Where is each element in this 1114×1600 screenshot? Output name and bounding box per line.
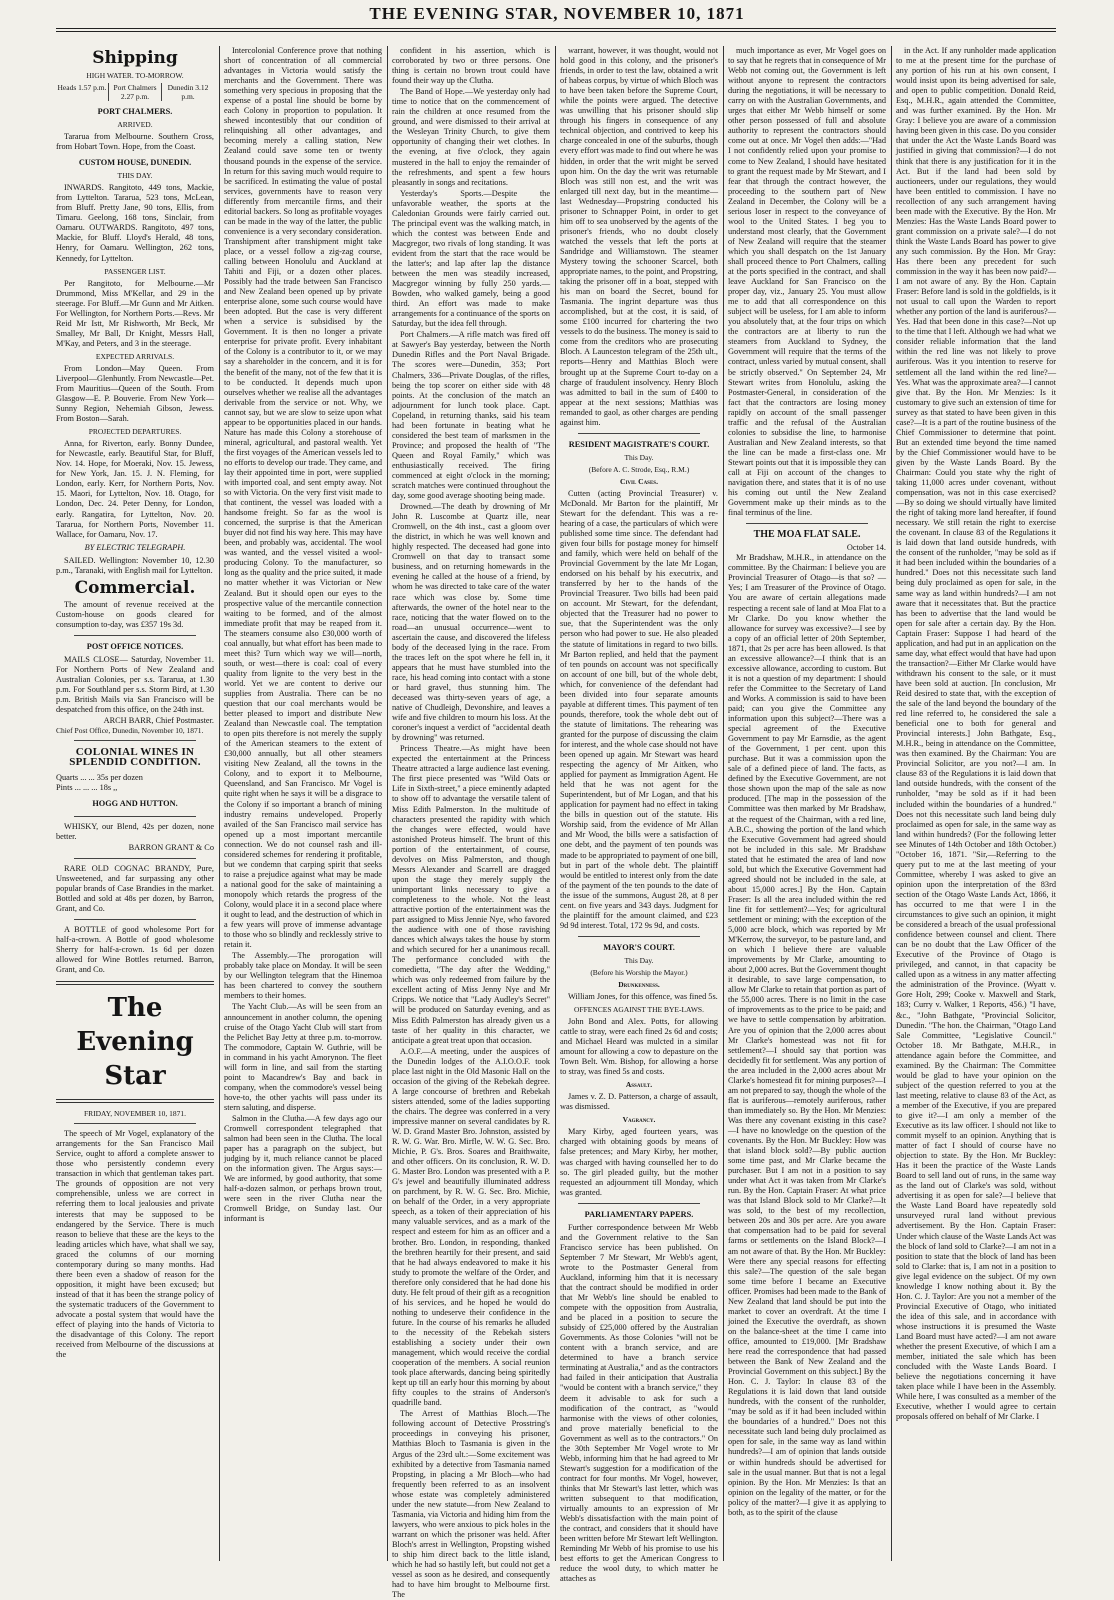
commercial-text: The amount of revenue received at the Custom-house on goods cleared for consumption to-day, was £357 19s 3d. xyxy=(56,599,214,629)
column-3 xyxy=(392,46,550,1600)
port-chalmers-note: Port Chalmers.—A rifle match was fired off at Sawyer's Bay yesterday, between the North Dunedin Rifles and the Port Naval Brigade. The scores were—Dunedin, 353; Port Chalmers, 336—Private Douglas, of the rifles, being the top scorer on either side with 48 points. At the conclusion of the match an adjournment for lunch took place. Capt. Copeland, in returning thanks, said his team had been fortunate in beating what he considered the best team of marksmen in the Province; and proposed the health of "The Queen and Royal Family," which was enthusiastically received. The firing commenced at eight o'clock in the morning; scratch matches were continued throughout the day, some good average shooting being made. xyxy=(392,330,550,501)
bloch-continued: warrant, however, it was thought, would not hold good in this colony, and the prisoner's friends, in order to test the law, obtained a writ of habeas corpus, by virtue of which Bloch was to have been taken before the Supreme Court, while the points were argued. The detective was unwilling that his prisoner should slip through his fingers in consequence of any technical objection, and contrived to keep his charge concealed in one of the suburbs, though every effort was made to find out where he was hidden, in order that the writ might be served upon him. On the day the writ was returnable Bloch was still non est, and the writ was enlarged till next day, but in the meantime—last Wednesday—Propstring conducted his prisoner to Schnapper Point, in order to get him off to sea unobserved by the agents of the prisoner's friends, who no doubt closely watched the vessels that left the ports at Sandridge and Williamstown. The steamer Mystery towing the schooner Scarcel, both appropriate names, to the point, and Propstring, taking the prisoner off in a boat, stepped with his man on board the Secret, bound for Tasmania. The ingrint departure was thus accomplished, but at the cost, it is said, of some £100 incurred for chartering the two vessels to do the business. The money is said to come from the creditors who are prosecuting Bloch. A Launceston telegram of the 25th ult., reports—Henry and Matthias Bloch were brought up at the Supreme Court to-day on a charge of fraudulent insolvency. Henry Bloch was admitted to bail in the sum of £400 to appear at the next sessions; Matthias was remanded to gaol, as other charges are pending against him. xyxy=(560,46,718,427)
masthead: THE EVENING STAR, NOVEMBER 10, 1871 xyxy=(369,4,745,23)
tide-table xyxy=(56,83,214,101)
leader-article: The speech of Mr Vogel, explanatory of the arrangements for the San Francisco Mail Service, ought to afford a complete answer to those who persistently condemn every transaction in which that gentleman takes part. The grounds of opposition are not very comprehensible, unless we are correct in referring them to local jealousies and private interests that may be supposed to be endangered by the Service. There is much reason to believe that these are the keys to the leading articles which have, what shall we say, graced the columns of our morning contemporary during so many months. Had there been even a shadow of reason for the opposition, it might have been excused; but instead of that it has been the strange policy of the systematic traducers of the Government to advocate a postal system that would have the effect of playing into the hands of Victoria to the disadvantage of this Colony. The report received from Melbourne of the discussions at the xyxy=(56,1129,214,1360)
assault-heading: Assault. xyxy=(625,1080,653,1090)
parliamentary-text: Further correspondence between Mr Webb and the Government relative to the San Francisco service has been published. On September 7 Mr Stewart, Mr Webb's agent, wrote to the Postmaster General from Auckland, informing him that it is necessary that the contract should be modified in order that Mr Webb's line should be enabled to compete with the opposition from Australia, and be placed in a position to secure the subsidy of £25,000 offered by the Australian Governments. As those Colonies "will not be content with a branch service, and are determined to have a branch service terminating at Australia," and as the contractors had failed in their anticipation that Australia "would be content with a branch service," they deem it advisable to ask for such a modification of the contract, as "would harmonise with the views of other colonies, and prove materially beneficial to the Government as well as to the contractors." On the 30th September Mr Vogel wrote to Mr Webb, informing him that he had agreed to Mr Stewart's suggestion for a modification of the contract for four months. Mr Vogel, however, thinks that Mr Stewart's last letter, which was written subsequent to that modification, virtually amounts to an expression of Mr Webb's dissatisfaction with the main point of the contract, and considers that it should have been written before Mr Stewart left Wellington. Reminding Mr Webb of his promise to use his best efforts to get the American Congress to reduce the wool duty, to which matter he attaches as xyxy=(560,1222,718,1584)
rm-court-heading: RESIDENT MAGISTRATE'S COURT. xyxy=(568,439,710,449)
moa-flat-continued: in the Act. If any runholder made application to me at the present time for the purchase of any portion of his run at his own consent, I would insist upon its being advertised for sale, and open to public competition. Donald Reid, Esq., M.H.R., again attended the Committee, and was further examined. By the Hon. Mr Gray: I believe you are aware of a commission having been given in this case. Do you consider that under the Act the Waste Lands Board was justified in giving that commission?—I do not think that there is any justification for it in the Act. But if the land had been sold by auctioneers, under our regulations, they would have been entitled to commission. I have no recollection of any such arrangement having been made with the Executive. By the Hon. Mr Menzies: Has the Waste Lands Board power to grant commission on a private sale?—I do not think the Waste Lands Board has power to give any such commission. By the Hon. Mr Gray: Has there been any precedent for such commission in the way it has been now paid?—I am not aware of any. By the Hon. Captain Fraser: Before land is sold in the goldfields, is it not usual to call upon the Warden to report whether any portion of the land is auriferous?—Yes. Had that been done in this case?—Not up to the time that I left. Although we had what we consider reliable information that the land within the red line was not likely to prove auriferous. Was it you intention to reserve for settlement all the land within the red line?—Yes. What was the approximate area?—I cannot give that. By the Hon. Mr Menzies: Is it customary to give such an extension of time for survey as that stated to have been given in this case?—It is a part of the routine business of the Chief Commissioner to determine that point. But an extended time beyond the time named by the Chief Commissioner would have to be given by the Waste Lands Board. By the Chairman: Could you state why the right of taking 11,000 acres under covenant, without compensation, was not in this case exercised?—By so doing we should virtually have limited the right of taking more land hereafter, if found necessary. We still retain the right to exercise the covenant. In clause 83 of the Regulations it is laid down that land outside hundreds, with the consent of the runholder, "may be sold as if it had been included within the boundaries of a hundred." Does not this necessitate such land being duly proclaimed as open for sale, in the same way as land within hundreds?—I am not aware that it necessitates that. But the practice has been to advertise that the land would be open for sale after a certain day. By the Hon. Captain Fraser: Suppose I had heard of the application, and had put in an application on the same day, what effect would that have had upon the transaction?—Either Mr Clarke would have withdrawn his consent to the sale, or it must have been sold at auction. [In conclusion, Mr Reid desired to state that, with the exception of the sale of the land beyond the boundary of the red line referred to, he considered the sale a beneficial one to both for general and Provincial interests.] John Bathgate, Esq., M.H.R., being in attendance on the Committee, was then examined. By the Chairman: You are Provincial Solicitor, are you not?—I am. In clause 83 of the Regulations it is laid down that land outside hundreds, with the consent of the runholder, "may be sold as if it had been included within the boundaries of a hundred." Does not this necessitate such land being duly proclaimed as open for sale, in the same way as land within hundreds? (For the following letter see Minutes of 14th October and 18th October.) "October 16, 1871. "Sir,—Referring to the query put to me at the last meeting of your Committee, whereby I was asked to give an opinion upon the interpretation of the 83rd section of the Otago Waste Lands Act, 1866, it has occurred to me that were I in the circumstances to give such an opinion, it might be considered a breach of the usual professional confidence between counsel and client. There can be no doubt that the Law Officer of the Executive of the Province of Otago is privileged, and cannot, in that capacity be called upon as a witness in any matter affecting the administration of the Province. (Wyatt v. Gore Holt, 299; Cooke v. Maxwell and Stark, 183; Curry v. Walker, 1 Reports, 456.) "I have, &c., "John Bathgate, "Provincial Solicitor, Dunedin. "The hon. the Chairman, "Otago Land Sale Committee, "Legislative Council." October 18. Mr Bathgate, M.H.R., in attendance again before the Committee, and examined. By the Chairman: The Committee would be glad to have your opinion on the subject of the question referred to you at the last meeting, relative to clause 83 of the Act, as a member of the Executive, if you are prepared to give it?—I am only a member of the Executive as its law officer. I should not like to commit myself to an opinion. Anything that is matter of fact I should of course have no objection to state. By the Hon. Mr Buckley: Has it been the practice of the Waste Lands Board to sell land out of runs, in the same way as the land out of Clarke's was sold, without advertising it as open for sale?—I believe that the Waste Land Board have repeatedly sold unsurveyed rural land without previous advertisement. By the Hon. Captain Fraser: Under which clause of the Waste Lands Act was the block of land sold to Clarke?—I am not in a position to state that the block of land has been sold to Clarke: that is, I am not in a position to give legal evidence on the subject. Of my own knowledge I know nothing about it. By the Hon. C. J. Taylor: Are you not a member of the Provincial Executive of Otago, who initiated the idea of this sale, and in accordance with whose instructions it is presumed the Waste Land Board must have acted?—I am not aware whether the present Executive, of which I am a member, initiated the sale which has been concluded with the Waste Lands Board. I believe the negotiations concerning it have taken place while I have been in the Assembly. While here, I was consulted as a member of the Executive, whether I would agree to certain proposals offered on behalf of Mr Clarke. I xyxy=(896,46,1056,1422)
moa-flat-heading: THE MOA FLAT SALE. xyxy=(753,529,861,541)
divider xyxy=(74,919,196,920)
high-water: HIGH WATER. TO-MORROW. xyxy=(86,71,184,80)
passenger-list: Per Rangitoto, for Melbourne.—Mr Drummond, Miss M'Kellar, and 29 in the steerage. For Bluff.—Mr Gunn and Mr Aitken. For Wellington, for Northern Ports.—Revs. Mr Reid Mr Istt, Mr Rishworth, Mr Beck, Mr Smalley, Mr Ball, Dr Knight, Messrs Hall, M'Kay, and Peters, and 3 in the steerage. xyxy=(56,278,214,348)
port-heading: PORT CHALMERS. xyxy=(97,107,173,116)
divider xyxy=(578,936,700,937)
column-5 xyxy=(728,46,886,1561)
telegraph-heading: BY ELECTRIC TELEGRAPH. xyxy=(84,542,186,552)
drowned-note: Drowned.—The death by drowning of Mr John R. Luscombe at Quartz ille, near Cromwell, on the 4th inst., cast a gloom over the district, in which he was well known and highly respected. The deceased had gone into Cromwell on that day to transact some business, and on returning homewards in the evening he called at the house of a friend, by whom he was directed to take care of the water race which was close by. Some time afterwards, the owner of the hotel near to the race, noticing that the water flowed on to the road—an unusual occurrence—went to ascertain the cause, and discovered the lifeless body of the deceased lying in the race. From the traces left on the spot where he fell in, it appears that he must have stumbled into the race, his head coming into contact with a stone or hard gravel, thus stunning him. The deceased was thirty-seven years of age, a native of Chudleigh, Devonshire, and leaves a wife and five children to mourn his loss. At the coroner's inquest a verdict of "accidental death by drowning" was returned. xyxy=(392,502,550,743)
band-of-hope-note: The Band of Hope.—We yesterday only had time to notice that on the commencement of rain the children at once resumed from the ground, and were dismissed to their arrival at the Wesleyan Trinity Church, to give them opportunity of changing their wet clothes. In the evening, at five o'clock, they again mustered in the hall to enjoy the remainder of the refreshments, and spent a few hours pleasantly in songs and recitations. xyxy=(392,87,550,187)
salmon-continued: confident in his assertion, which is corroborated by two or three persons. One thing is certain no brown trout could have found their way up the Clutha. xyxy=(392,46,550,86)
column-4 xyxy=(560,46,718,1584)
civil-case-text: Cutten (acting Provincial Treasurer) v. McDonald. Mr Barton for the plaintiff, Mr Stewart for the defendant. This was a re-hearing of a case, the particulars of which were published some time since. The defendant had given four bills for postage money for himself and family, which were held on behalf of the Provincial Government by the late Mr Logan, endorsed on his behalf by his executrix, and transferred by her to the hands of the Provincial Treasurer. Two bills had been paid on account. Mr Stewart, for the defendant, objected that the Treasurer had no power to sue, that the Superintendent was the only person who had power to sue. He also pleaded the statute of limitations in regard to two bills. Mr Barton replied, and held that the payment of ten pounds on account was not specifically on account of one bill, but of the whole debt, which, for convenience of the defendant had been divided into four separate amounts payable at different times. This payment of ten pounds, therefore, took the whole debt out of the statute of limitations. The rehearing was granted for the purpose of discussing the claim for interest, and the whole case should not have been opened up again. Mr Stewart was heard respecting the agency of Mr Aitken, who applied for payment as Immigration Agent. He held that he was not agent for the Superintendent, but of Mr Logan, and that his application for payment had no effect in taking the bills in question out of the statute. His Worship said, from the evidence of Mr Allan and Mr Wood, the bills were a satisfaction of one debt, and the payment of ten pounds was made to be appropriated to payment of one bill, but in part of the whole debt. The plaintiff would be entitled to interest only from the date of the payment of the ten pounds to the date of the issue of the summons, August 28, at 8 per cent. on five years and 343 days. Judgment for the plaintiff for the amount claimed, and £23 9d 9d interest. Total, 172 9s 9d, and costs. xyxy=(560,488,718,930)
port-sherry-ad: A BOTTLE of good wholesome Port for half-a-crown. A Bottle of good wholesome Sherry for half-a-crown. 1s 6d per dozen allowed for Wine Bottles returned. Barron, Grant, and Co. xyxy=(56,924,214,975)
divider xyxy=(578,433,700,434)
assault-text: James v. Z. D. Patterson, a charge of assault, was dismissed. xyxy=(560,1092,718,1112)
mayors-court-before: (Before his Worship the Mayor.) xyxy=(590,967,688,977)
wines-pints: Pints ... ... ... 18s ,, xyxy=(56,783,118,793)
drunkenness-text: William Jones, for this offence, was fined 5s. xyxy=(568,991,718,1001)
vagrancy-heading: Vagrancy. xyxy=(622,1115,656,1125)
evening-star-title: The Evening Star xyxy=(76,993,194,1092)
divider xyxy=(74,858,196,859)
mayors-court-day: This Day. xyxy=(624,955,654,965)
double-rule xyxy=(56,1099,214,1103)
theatre-note: Princess Theatre.—As might have been expected the entertainment at the Princess Theatre attracted a large audience last evening. The first piece presented was "Wild Oats or Life in Sixth-street," a piece eminently adapted to show off to advantage the versatile talent of Miss Edith Palmerston. In the multitude of characters presented the rapidity with which the changes were effected, would have astonished Proteus himself. The brunt of this portion of the entertainment, of course, devolves on Miss Palmerston, and though Messrs Alexander and Scarrell are dragged upon the stage they merely supply the unimportant links necessary to give a completeness to the whole. Not the least attractive portion of the entertainment was the part assigned to Miss Jennie Nye, who favored the audience with one of those ravishing dances which always takes the house by storm and which secured for her a unanimous recall. The performance concluded with the comedietta, "The day after the Wedding," which was only redeemed from failure by the excellent acting of Miss Jenny Nye and Mr Cripps. We notice that "Lady Audley's Secret" will be produced on Saturday evening, and as Miss Edith Palmerston has already given us a taste of her quality in this character, we anticipate a great treat upon that occasion. xyxy=(392,744,550,1045)
double-rule xyxy=(56,981,214,985)
divider xyxy=(746,523,868,524)
mayors-court-heading: MAYOR'S COURT. xyxy=(603,942,675,952)
divider xyxy=(74,816,196,817)
tide-heads: Heads 1.57 p.m. xyxy=(57,83,107,92)
divider xyxy=(578,1203,700,1204)
column-rule xyxy=(555,46,556,1561)
tide-port: Port Chalmers 2.27 p.m. xyxy=(108,83,161,101)
salmon-note: Salmon in the Clutha.—A few days ago our Cromwell correspondent telegraphed that salmon had been seen in the Clutha. The local paper has a paragraph on the subject, but judging by it, much reliance cannot be placed on the information given. The Argus says:—We are informed, by good authority, that some half-a-dozen salmon, or perhaps brown trout, were seen in the river Clutha near the Cromwell Bridge, on Sunday last. Our informant is xyxy=(224,1113,382,1224)
column-rule xyxy=(387,46,388,1561)
divider xyxy=(74,635,196,636)
rm-court-day: This Day. xyxy=(624,452,654,462)
vagrancy-text: Mary Kirby, aged fourteen years, was charged with obtaining goods by means of false pretences; and Mary Kirby, her mother, was charged with having counselled her to do so. The girl pleaded guilty, but the mother requested an adjournment till Monday, which was granted. xyxy=(560,1127,718,1197)
civil-cases-heading: Civil Cases. xyxy=(620,476,658,486)
column-rule xyxy=(891,46,892,1561)
tide-dunedin: Dunedin 3.12 p.m. xyxy=(161,83,214,101)
parliamentary-heading: PARLIAMENTARY PAPERS. xyxy=(584,1209,694,1219)
masthead-rule-2 xyxy=(56,31,1056,32)
column-6 xyxy=(896,46,1056,1561)
parliamentary-continued: much importance as ever, Mr Vogel goes on to say that he regrets that in consequence of Mr Webb not coming out, the Government is left without anyone to represent the contractors during the negotiations, it will be necessary to carry on with the Australian Governments, and urges that either Mr Webb himself or some other person possessed of full and absolute authority to represent the contractors should come out at once. Mr Vogel then adds:—"Had I not confidently relied upon your promise to come to New Zealand, I should have hesitated to grant the request made by Mr Stewart, and I fear that through the contract however, the proceeding to the southern part of New Zealand in December, the Colony will be a serious loser in respect to the conveyance of wool to the United States. I beg you to understand most clearly, that the Government of New Zealand will require that the steamer which you shall despatch on the 1st January shall proceed thence to Port Chalmers, calling at the ports specified in the contract, and shall leave Auckland for San Francisco on the proper day, viz., January 25. You must allow me to add that all correspondence on this subject will be useless, for I am able to inform you absolutely that, at the four trips on which the contractors are at liberty to run the steamers from Auckland to Sydney, the Government will require that the terms of the contract, unless varied by mutual consent, shall be strictly observed." On September 24, Mr Stewart writes from Honolulu, asking the Postmaster-General, in consideration of the fact that the contractors are losing money rapidly on account of the small passenger traffic and the refusal of the Australian colonies to subsidise the line, to harmonise Australian and New Zealand interests, so that the line can be made a first-class one. Mr Stewart points out that it is impossible they can call at Fiji on account of the changes to navigation there, and states that it is of no use his coming out until the New Zealand Government make up their minds as to the final terminus of the line. xyxy=(728,46,886,518)
sports-note: Yesterday's Sports.—Despite the unfavorable weather, the sports at the Caledonian Grounds were fairly carried out. The principal event was the walking match, in which the contest was between Ende and Macgregor, two rivals of long standing. It was evident from the start that the race would be the latter's; and lap after lap the distance between the men was steadily increased, Macgregor winning by fully 250 yards.—Bowden, who walked gamely, being a good third. An effort was made to make arrangements for a continuance of the sports on Saturday, but the idea fell through. xyxy=(392,188,550,329)
expected-heading: EXPECTED ARRIVALS. xyxy=(95,351,175,361)
masthead-rule xyxy=(56,28,1056,29)
post-text: MAILS CLOSE— Saturday, November 11. For Northern Ports of New Zealand and Australian Colonies, per s.s. Tararua, at 1.30 p.m. For Southland per s.s. Storm Bird, at 1.30 p.m. British Mails via San Francisco will be despatched from this office, on the 24th inst. xyxy=(56,654,214,715)
divider xyxy=(74,1123,196,1124)
column-rule xyxy=(219,46,220,1561)
wines-ad-heading: COLONIAL WINES IN SPLENDID CONDITION. xyxy=(69,746,201,769)
column-rule xyxy=(723,46,724,1561)
post-heading: POST OFFICE NOTICES. xyxy=(86,641,184,651)
column-2 xyxy=(224,46,382,1561)
passenger-heading: PASSENGER LIST. xyxy=(104,266,166,276)
arrived-list: Tararua from Melbourne. Southern Cross, from Hobart Town. Hope, from the Coast. xyxy=(56,132,214,152)
barron-grant: BARRON GRANT & Co xyxy=(128,842,214,852)
shipping-heading: Shipping xyxy=(92,48,178,68)
dateline: FRIDAY, NOVEMBER 10, 1871. xyxy=(83,1109,187,1119)
assembly-note: The Assembly.—The prorogation will probably take place on Monday. It will be seen by our Wellington telegram that the Hinemoa has been chartered to convey the southern members to their homes. xyxy=(224,951,382,1001)
divider xyxy=(74,740,196,741)
projected-list: Anna, for Riverton, early. Bonny Dundee, for Newcastle, early. Beautiful Star, for Bluff, Nov. 14. Hope, for Moeraki, Nov. 15. Jewess, for New York, Jan. 15. J. N. Fleming, for London, early. Kerr, for Northern Ports, Nov. 15. Maori, for Lyttelton, Nov. 18. Otago, for London, Dec. 24. Peter Denny, for London, early. Rangatira, for Lyttelton, Nov. 20. Tararua, for Northern Ports, November 11. Wallace, for Oamaru, Nov. 17. xyxy=(56,439,214,539)
bloch-arrest-note: The Arrest of Matthias Bloch.—The following account of Detective Prosstring's proceedings in conveying his prisoner, Matthias Bloch to Tasmania is given in the Argus of the 23rd ult.:—Some excitement was exhibited by a detective from Tasmania named Propsting, in placing a Mr Bloch—who had frequently been referred to as an insolvent whose estate was completely administered under the new statute—from New Zealand to Tasmania, via Victoria and hiding him from the lawyers, who were anxious to pick holes in the warrant on which the prisoner was held. After Bloch's arrest in Wellington, Propsting wished to ship him direct back to the little island, which he had so hastily left, but could not get a vessel as soon as he desired, and consequently had to have him brought to Melbourne first. The xyxy=(392,1409,550,1600)
moa-flat-text: Mr Bradshaw, M.H.R., in attendance on the committee. By the Chairman: I believe you are Provincial Treasurer of Otago—is that so? —Yes; I am Treasurer of the Province of Otago. You are aware of certain allegations made respecting a recent sale of land at Moa Flat to a Mr Clarke. Do you know whether the allowance for survey was excessive?—I see by a copy of an official letter of 20th September, 1871, that 2s per acre has been allowed. Is that an excessive allowance?—I think that is an excessive allowance, according to custom. But it is not a question of my department: I should refer the Committee to the Secretary of Land and Works. A commission is said to have been paid; can you give the Committee any information upon this subject?—There was a special agreement of the Executive Government to pay Mr Earnsdie, as the agent of the Government, 1 per cent. upon this purchase. But it was a commission upon the sale of a defined piece of land. The facts, as defined by the Executive Government, are not those shown upon the map of the sale as now produced. [The map in the possession of the Committee was then marked by Mr Bradshaw, at the request of the Chairman, with a red line, A.B.C., showing the portion of the land which the Executive Government had agreed should not be included in this sale. Mr Bradshaw stated that he estimated the area of land now sold, but which the Executive Government had agreed should not be included in the sale, at about 15,000 acres.] By the Hon. Captain Fraser: Is all the area included within the red line fit for settlement?—Yes; for agricultural settlement or mining; with the exception of the 5,000 acre block, which was reported by Mr M'Kerrow, the surveyor, to be pasture land, and on which I believe there are valuable improvements by Mr Clarke, amounting to about 2,000 acres. But the Government thought it desirable, to save large compensation, to allow Mr Clarke to retain that portion as part of the 55,000 acres. There is no limit in the case of improvements as to the price to be paid; and we have to settle compensation by arbitration. Are you of opinion that the 2,000 acres about Mr Clarke's homestead was not fit for settlement?—I should say that portion was decidedly fit for settlement. Was any portion of the area included in the 2,000 acres about Mr Clarke's homestead fit for mining purposes?—I am not prepared to say, though the whole of the flat is auriferous—remotely auriferous, rather than immediately so. By the Hon. Mr Menzies: Was there any covenant existing in this case?—I have no knowledge on the question of the covenants. By the Hon. Mr Buckley: How was that island block sold?—By public auction some time past, and Mr Clarke became the purchaser. But I am not in a position to say under what Act it was taken from Mr Clarke's run. By the Hon. Captain Fraser: At what price was that Island Block sold to Mr Clarke?—It was sold, to the best of my recollection, between 20s and 30s per acre. Are you aware that compensation had to be paid for several farms or settlements on the Island Block?—I am not aware of that. By the Hon. Mr Buckley: Were there any special reasons for effecting this sale?—The question of the sale began some time before I became an Executive officer. Promises had been made to the Bank of New Zealand that land should be put into the market to cover an overdraft. At the time I joined the Executive the overdraft, as shown on the balance-sheet at the time I came into office, amounted to £19,000. [Mr Bradshaw here read the correspondence that had passed between the Bank of New Zealand and the Provincial Government on this subject.] By the Hon. C. J. Taylor: In clause 83 of the Regulations it is laid down that land outside hundreds, with the consent of the runholder, "may be sold as if it had been included within the boundaries of a hundred." Does not this necessitate such land being duly proclaimed as open for sale, in the same way as land within hundreds?—I am of opinion that lands outside or within hundreds should be advertised for sale in the usual manner. But that is not a legal opinion. By the Hon. Mr Menzies: Is that an opinion on the legality of the matter, or for the policy of the matter?—I give it as applying to both, as to the spirit of the clause xyxy=(728,553,886,1517)
drunkenness-heading: Drunkenness. xyxy=(618,979,660,989)
post-office-date: Chief Post Office, Dunedin, November 10, 1871. xyxy=(56,726,204,736)
inwards-list: INWARDS. Rangitoto, 449 tons, Mackie, from Lyttelton. Tararua, 523 tons, McLean, from Bluff. Pretty Jane, 90 tons, Ellis, from Timaru. Geelong, 168 tons, Sinclair, from Oamaru. OUTWARDS. Rangitoto, 497 tons, Mackie, for Bluff. Lloyd's Herald, 48 tons, Henry, for Oamaru. Wellington, 262 tons, Kennedy, for Lyttelton. xyxy=(56,183,214,263)
bye-laws-text: John Bond and Alex. Potts, for allowing cattle to stray, were each fined 2s 6d and costs; and Michael Heard was mulcted in a similar amount for allowing a cow to depasture on the Town Belt. Wm. Bishop, for allowing a horse to stray, was fined 5s and costs. xyxy=(560,1016,718,1077)
arrived-heading: ARRIVED. xyxy=(117,120,153,130)
commercial-heading: Commercial. xyxy=(74,577,196,598)
aof-note: A.O.F.—A meeting, under the auspices of the Dunedin lodges of the A.I.O.O.F. took place last night in the Old Masonic Hall on the occasion of the giving of the Rebekah degree. A large concourse of brethren and Rebekah sisters attended, some of the ladies supporting the chairs. The degree was conferred in a very impressive manner on several candidates by R. W. D. Grand Master Bro. Johnston, assisted by R. W. G. War. Bro. Mirfle, W. W. G. Sec. Bro. Michie, P. G's. Bros. Soares and Braithwaite, and other officers. On its conclusion, R. W. D. G. Master Bro. London was presented with a P. G's jewel and beautifully illuminated address on parchment, by R. W. G. Sec. Bro. Michie, on behalf of the Order, in a very appropriate speech, as a token of their appreciation of his many valuable services, and as a mark of the respect and esteem for him as an officer and a brother. Bro. London, in responding, thanked the brethren heartily for their present, and said that he had always endeavored to make it his study to promote the welfare of the Order, and therefore only considered that he had done his duty. He felt proud of their gift as a recognition of his services, and he hoped he would do nothing to undeserve their confidence in the future. In the course of his remarks he alluded to the necessity of the Rebekah sisters establishing a society under their own management, which would receive the cordial cooperation of the members. A social reunion took place afterwards, dancing being spiritedly kept up till an early hour this morning by about fifty couples to the strains of Anderson's quadrille band. xyxy=(392,1046,550,1408)
sailed-text: SAILED. Wellington: November 10, 12.30 p.m., Taranaki, with English mail for Lyttelton. xyxy=(56,555,214,575)
expected-list: From London—May Queen. From Liverpool—Glenhuntly. From Newcastle—Pet. From Mauritius—Queen of the South. From Glasgow—E. P. Bouverie. From New York—Sunny Region, Nehemiah Gibson, Jewess. From Boston—Sarah. xyxy=(56,363,214,424)
wines-quarts: Quarts ... ... 35s per dozen xyxy=(56,773,143,783)
whisky-ad: WHISKY, our Blend, 42s per dozen, none better. xyxy=(56,821,214,841)
column-1 xyxy=(56,46,214,1561)
postmaster-signature: ARCH BARR, Chief Postmaster. xyxy=(103,716,214,726)
hogg-hutton: HOGG AND HUTTON. xyxy=(92,799,178,809)
bye-laws-heading: OFFENCES AGAINST THE BYE-LAWS. xyxy=(574,1004,704,1014)
cognac-ad: RARE OLD COGNAC BRANDY, Pure, Unsweetened, and far surpassing any other popular brands of Case Brandies in the market. Bottled and sold at 48s per dozen, by Barron, Grant, and Co. xyxy=(56,863,214,913)
projected-heading: PROJECTED DEPARTURES. xyxy=(88,427,182,437)
customs-heading: CUSTOM HOUSE, DUNEDIN. xyxy=(78,158,192,168)
rm-court-before: (Before A. C. Strode, Esq., R.M.) xyxy=(588,464,690,474)
customs-day: THIS DAY. xyxy=(117,171,153,181)
leader-continued: Intercolonial Conference prove that nothing short of concentration of all commercial advantages in Victoria would satisfy the merchants and the Government. There was something very specious in proposing that the expense of a postal line should be borne by each Colony in proportion to population. It shewed incontestibly that our condition of relinquishing all other advantages, and becoming merely a calling station, New Zealand could save some ten or twenty thousand pounds in the expense of the service. In return for this saving much would require to be sacrificed. In estimating the value of postal services, governments have to reason very differently from mercantile firms, and their editorial backers. So long as profitable voyages can be made in the way of the latter, the public convenience is a very secondary consideration. Transhipment after transhipment might take place, or a vessel follow a zig-zag course, calling between Honolulu and Auckland at Tahiti and Fiji, or a dozen other places. Possibly had the trade between San Francisco and New Zealand been opened up by private enterprise alone, some such course would have been adopted. But the case is very different when a service is subsidised by the Government. It is then no longer a private enterprise for private profit. Every inhabitant of the Colony is a contributor to it, or we may say a shareholder in the concern, and it is for the benefit of the many, not of the few that it is to be conducted. It depends much upon ourselves whether we realise all the advantages derivable from the service or not. Why, we cannot say, but we are slow to seize upon what appear to be opportunities placed in our hands. Nature has made this Colony a storehouse of mineral, agricultural, and pastoral wealth. Yet the first voyages of the American vessels led to no efforts to develop our trade. They came, and lay their appointed time in port, were supplied with imported coal, and sent empty away. Not so with Victoria. On the very first visit made to that continent, the vessel was loaded with a handsome freight. So far as the wool is concerned, the surprise is that the American buyer did not find his way here. This may have been, and probably was, accidental. The wool was wanted, and the vessel visited a wool-producing Colony. To the manufacturer, so long as the quality and the price suited, it made no matter whether it was Victorian or New Zealand. But it should open our eyes to the prospective value of the mercantile connection waiting to be formed, and of the almost immediate profit that may be reaped from it. The steamers consume also £30,000 worth of coal annually, but what effort has been made to meet this? Turn which way we will—north, south, or west—there is coal: coal of every quality from lignite to the very best in the world. Yet we are content to derive our supplies from Australia. There can be no question that our coal merchants would be better pleased to import and distribute New Zealand than Newcastle coal. The temptation to open pits therefore is not merely the supply of the American steamers to the extent of £30,000 annually, but all other steamers visiting New Zealand, all the towns in the Colony, and to export it to Melbourne, Queensland, and San Francisco. Mr Vogel is quite right when he says it will be a disgrace to the Colony if so important a branch of mining industry remains undeveloped. Properly availed of the San Francisco mail service has opened up a most important mercantile connection. We do not counsel rash and ill-considered schemes for rendering it profitable, but we condemn that carping spirit that seeks to raise a prejudice against what may be made a national good for the sake of maintaining a monopoly which retards the progress of the Colony, would place it in a second place where it ought to lead, and the destruction of which in a few years will prove of immense advantage to those who so blindly and recklessly strive to retain it. xyxy=(224,46,382,950)
yacht-club-note: The Yacht Club.—As will be seen from an announcement in another column, the opening cruise of the Otago Yacht Club will start from the Pelichet Bay Jetty at three p.m. to-morrow. The commodore, Captain W. Guthrie, will be in command in his yacht Amorynon. The fleet will form in line, and sail from the starting point to Macandrew's Bay and back in company, when the commodore's vessel being hove-to, the other yachts will pass under its stern saluting, and disperse. xyxy=(224,1002,382,1112)
moa-flat-date: October 14. xyxy=(846,543,886,553)
